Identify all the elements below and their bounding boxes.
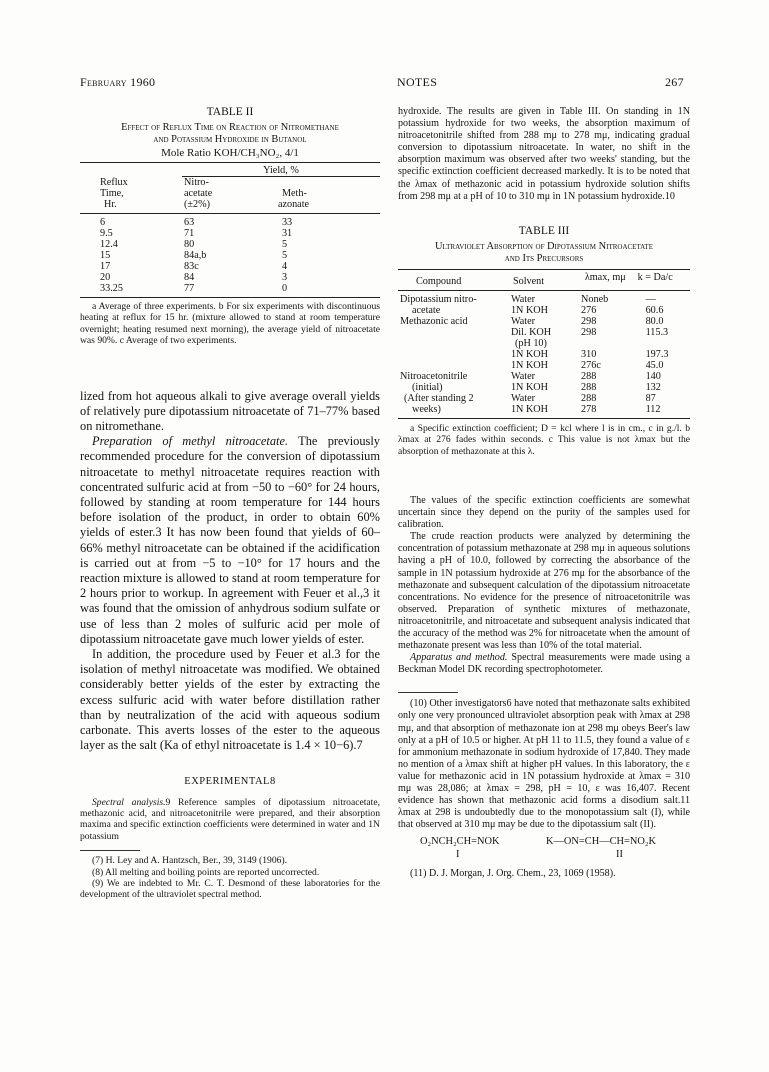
reference-9: (9) We are indebted to Mr. C. T. Desmond of these laboratories for the development of the ultraviolet spectral method. bbox=[80, 877, 380, 901]
section-title-preparation: Preparation of methyl nitroacetate. bbox=[92, 434, 289, 449]
table-cell: 276 bbox=[581, 304, 597, 316]
table-cell bbox=[579, 338, 632, 349]
table-cell: 33.25 bbox=[100, 283, 123, 294]
table-cell: 1N KOH bbox=[510, 304, 549, 316]
right-paragraph-3: The crude reaction products were analyzed by determining the concentration of potassium methazonate at 298 mμ in aqueous solutions having a pH of 10.0, followed by correcting the absorbance of the sample in 1N potassium hydroxide at 276 mμ for the absorbance of the methazonate and subsequent calculation of the dipotassium nitroacetate concentrations. No evidence for the presence of nitroacetonitrile was observed. Preparation of synthetic mixtures of methazonate, nitroacetonitrile, and nitroacetate and subsequent analysis indicated that the accuracy of the method was 2% for nitroacetate when the amount of methazonate present was less than 10% of the total material. bbox=[398, 531, 690, 652]
table3-header-solvent: Solvent bbox=[512, 275, 545, 287]
table-cell bbox=[398, 349, 509, 360]
running-header-date: February 1960 bbox=[80, 75, 156, 89]
table-cell: 20 bbox=[100, 272, 111, 283]
table-cell bbox=[632, 338, 690, 349]
table2-caption-line1: Effect of Reflux Time on Reaction of Nitromethane bbox=[121, 122, 339, 133]
table-cell: 112 bbox=[645, 403, 661, 415]
table-cell: 31 bbox=[281, 228, 293, 239]
running-header-section: NOTES bbox=[397, 75, 438, 89]
table-cell: 1N KOH bbox=[510, 381, 549, 393]
table-cell: (After standing 2 bbox=[404, 392, 474, 404]
reference-7: (7) H. Ley and A. Hantzsch, Ber., 39, 3149 (1906). bbox=[92, 855, 288, 867]
table-cell: 60.6 bbox=[645, 304, 664, 316]
table-cell: 276c bbox=[581, 359, 601, 371]
right-column bbox=[398, 106, 690, 881]
reference-10: (10) Other investigators6 have noted that methazonate salts exhibited only one very pronounced ultraviolet absorption peak with λmax at 298 mμ, and that absorption of methazonate ion at 298 mμ obeys Beer's law only at a pH of 10.5 or higher. At pH 11 to 11.5, they found a value of ε for ammonium methazonate in sodium hydroxide of 17,840. They made no mention of a λmax shift at higher pH values. In this laboratory, the ε value for methazonic acid in 1N potassium hydroxide at λmax = 310 mμ was 28,086; at λmax = 298, pH = 10, ε was 16,407. Recent evidence has shown that methazonic acid forms a disodium salt.11 λmax at 298 is undoubtedly due to the monopotassium salt (I), while that observed at 310 mμ may be due to the dipotassium salt (II). bbox=[398, 698, 690, 831]
left-column bbox=[80, 106, 380, 901]
table-cell: 9.5 bbox=[100, 228, 113, 239]
table-cell: Nitroacetonitrile bbox=[400, 370, 468, 382]
table-cell: 298 bbox=[581, 315, 597, 327]
table2-ratio: Mole Ratio KOH/CH₃NO₂, 4/1 bbox=[161, 147, 299, 159]
table-cell: 84a,b bbox=[184, 250, 207, 261]
table2-col1-l2: Time, bbox=[100, 188, 124, 199]
table-cell: 12.4 bbox=[100, 239, 118, 250]
table-cell: 5 bbox=[281, 250, 288, 261]
table-cell: 1N KOH bbox=[510, 359, 549, 371]
table2-col2-l3: (±2%) bbox=[184, 199, 210, 210]
table3 bbox=[398, 269, 690, 419]
table3-header-lmax: λmax, mμ bbox=[584, 271, 626, 283]
table3-header-compound: Compound bbox=[416, 275, 462, 287]
right-paragraph-4: Apparatus and method. Spectral measurements were made using a Beckman Model DK recording spectrophotometer. bbox=[398, 652, 690, 676]
table2-label: TABLE II bbox=[206, 106, 254, 118]
table-cell: 298 bbox=[581, 326, 597, 338]
table-cell: 77 bbox=[184, 283, 195, 294]
formula-II: K—ON=CH—CH=NO₂K bbox=[546, 836, 657, 848]
table2-col3-l1: Meth- bbox=[281, 188, 307, 199]
table2-col1-l1: Reflux bbox=[100, 176, 128, 188]
table3-header-k: k = Da/c bbox=[637, 271, 673, 283]
table-cell: Water bbox=[510, 370, 536, 382]
body-paragraph-1: lized from hot aqueous alkali to give average overall yields of relatively pure dipotassium nitroacetate of 71–77% based on nitromethane. bbox=[80, 388, 380, 434]
structure-formulas bbox=[398, 836, 690, 864]
reference-11: (11) D. J. Morgan, J. Org. Chem., 23, 1069 (1958). bbox=[410, 868, 616, 880]
table-cell: 0 bbox=[281, 283, 288, 294]
table-cell: Dil. KOH bbox=[510, 326, 552, 338]
table-cell: 132 bbox=[645, 381, 661, 393]
table-cell: 6 bbox=[100, 217, 106, 228]
table-cell bbox=[398, 327, 509, 338]
table-cell: 4 bbox=[281, 261, 288, 272]
table3-caption-line2: and Its Precursors bbox=[504, 252, 584, 264]
table2 bbox=[80, 162, 380, 298]
table-cell: 33 bbox=[281, 217, 293, 228]
table2-col1-l3: Hr. bbox=[104, 199, 117, 210]
table2-col3-l2: azonate bbox=[277, 199, 310, 210]
table3-caption-line1: Ultraviolet Absorption of Dipotassium Nitroacetate bbox=[434, 240, 653, 252]
table-cell: 17 bbox=[100, 261, 111, 272]
page-number: 267 bbox=[665, 75, 684, 89]
table-cell: acetate bbox=[412, 304, 441, 316]
table-cell: 278 bbox=[581, 403, 597, 415]
table-cell: Methazonic acid bbox=[400, 315, 468, 327]
table2-caption-line2: and Potassium Hydroxide in Butanol bbox=[153, 134, 307, 145]
table-cell: Dipotassium nitro- bbox=[400, 293, 477, 305]
section-title-spectral: Spectral analysis. bbox=[92, 796, 166, 808]
table-cell: Water bbox=[510, 293, 536, 305]
right-paragraph-2: The values of the specific extinction coefficients are somewhat uncertain since they depend on the purity of the samples used for calibration. bbox=[398, 494, 690, 531]
table-cell: 3 bbox=[281, 272, 288, 283]
table-cell: (initial) bbox=[412, 381, 443, 393]
table-cell: 71 bbox=[184, 228, 195, 239]
table-cell: 5 bbox=[281, 239, 288, 250]
table-cell: 197.3 bbox=[645, 348, 669, 360]
table-cell: 80 bbox=[184, 239, 195, 250]
table3-footnote: a Specific extinction coefficient; D = kcl where l is in cm., c in g./l. b λmax at 276 fades within seconds. c This value is not λmax but the absorption of methazonate at this λ. bbox=[398, 422, 690, 457]
table-cell: 288 bbox=[581, 381, 597, 393]
table2-yield-header: Yield, % bbox=[182, 163, 380, 177]
table-cell: 1N KOH bbox=[510, 403, 549, 415]
formula-I: O₂NCH₂CH=NOK bbox=[420, 836, 500, 848]
table-cell: 15 bbox=[100, 250, 111, 261]
reference-8: (8) All melting and boiling points are reported uncorrected. bbox=[92, 866, 320, 878]
formula-label-I: I bbox=[456, 849, 460, 861]
table3-label: TABLE III bbox=[518, 224, 570, 237]
footnote-divider bbox=[80, 850, 140, 851]
table-cell: 84 bbox=[184, 272, 195, 283]
spectral-analysis-paragraph: Spectral analysis.9 Reference samples of dipotassium nitroacetate, methazonic acid, and nitroacetonitrile were prepared, and their absorption maxima and specific extinction coefficients were determined in water and 1N potassium bbox=[80, 796, 380, 842]
table-cell: 63 bbox=[184, 217, 195, 228]
table-cell: 80.0 bbox=[645, 315, 664, 327]
table-cell: (pH 10) bbox=[514, 337, 547, 349]
table-cell: 140 bbox=[645, 370, 661, 382]
table-cell: Noneb bbox=[581, 293, 609, 305]
formula-label-II: II bbox=[616, 849, 623, 861]
table-cell: 83c bbox=[184, 261, 199, 272]
body-paragraph-3: In addition, the procedure used by Feuer et al.3 for the isolation of methyl nitroacetate was modified. We obtained considerably better yields of the ester by extracting the excess sulfuric acid with water before distillation rather than by neutralization of the acid with aqueous sodium carbonate. This averts losses of the ester to the aqueous layer as the salt (Ka of ethyl nitroacetate is 1.4 × 10−6).7 bbox=[80, 647, 380, 753]
body-paragraph-2: Preparation of methyl nitroacetate. The previously recommended procedure for the conversion of dipotassium nitroacetate to methyl nitroacetate requires reaction with concentrated sulfuric acid at from −50 to −60° for 24 hours, followed by standing at room temperature for 144 hours before isolation of the product, in order to obtain 60% yields of ester.3 It has now been found that yields of 60–66% methyl nitroacetate can be obtained if the acidification is carried out at from −5 to −10° for 17 hours and the reaction mixture is allowed to stand at room temperature for 2 hours prior to workup. In agreement with Feuer et al.,3 it was found that the omission of anhydrous sodium sulfate or use of less than 2 moles of sulfuric acid per mole of dipotassium nitroacetate gave much lower yields of ester. bbox=[80, 434, 380, 646]
right-paragraph-1: hydroxide. The results are given in Table III. On standing in 1N potassium hydroxide for two weeks, the absorption maximum of nitroacetonitrile shifted from 288 mμ to 278 mμ, indicating gradual conversion to dipotassium nitroacetate. In water, no shift in the absorption maximum was observed after two weeks' standing, but the specific extinction coefficient decreased markedly. It is to be noted that the λmax of methazonic acid in potassium hydroxide solution shifts from 298 mμ at a pH of 10 to 310 mμ in 1N potassium hydroxide.10 bbox=[398, 106, 690, 202]
footnote-divider bbox=[398, 692, 458, 693]
table-cell bbox=[398, 338, 509, 349]
table2-footnote: a Average of three experiments. b For six experiments with discontinuous heating at reflux for 15 hr. (mixture allowed to stand at room temperature overnight; heating resumed next morning), the average yield of nitroacetate was 90%. c Average of two experiments. bbox=[80, 301, 380, 347]
table-cell: 1N KOH bbox=[510, 348, 549, 360]
table-cell: — bbox=[645, 293, 656, 305]
table-cell: Water bbox=[510, 315, 536, 327]
table2-col2-l1: Nitro- bbox=[184, 177, 209, 188]
table-cell: 288 bbox=[581, 392, 597, 404]
table-cell: 45.0 bbox=[645, 359, 664, 371]
table-cell: Water bbox=[510, 392, 536, 404]
experimental-heading: EXPERIMENTAL8 bbox=[184, 775, 276, 787]
table-cell: weeks) bbox=[412, 403, 441, 415]
table-cell: 87 bbox=[645, 392, 656, 404]
table-cell: 288 bbox=[581, 370, 597, 382]
table-cell: 310 bbox=[581, 348, 597, 360]
table-cell: 115.3 bbox=[645, 326, 669, 338]
table-cell bbox=[398, 360, 509, 371]
table2-col2-l2: acetate bbox=[184, 188, 213, 199]
section-title-apparatus: Apparatus and method. bbox=[410, 652, 508, 664]
